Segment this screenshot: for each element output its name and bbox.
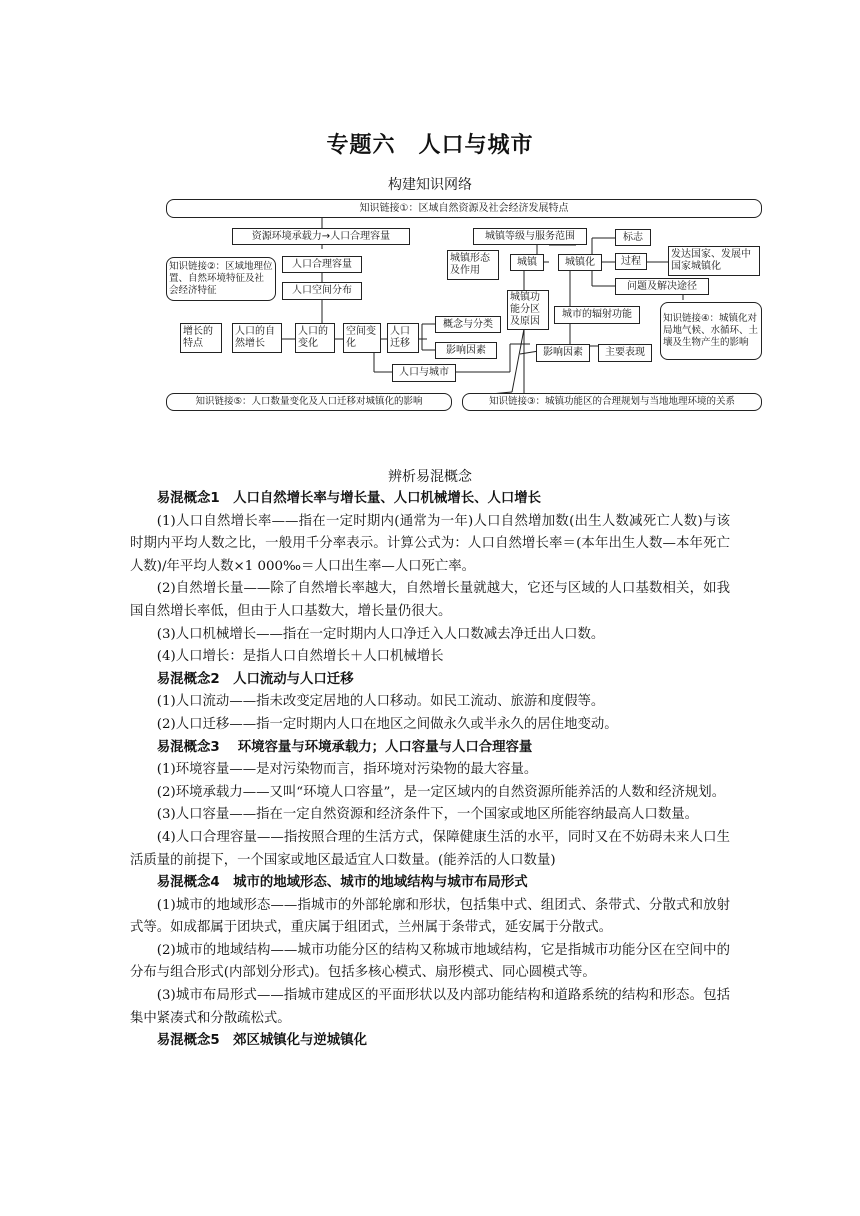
population-distribution-box: 人口空间分布 [282, 282, 362, 300]
section-heading-network: 构建知识网络 [388, 177, 472, 193]
page-title: 专题六 人口与城市 [326, 133, 534, 158]
link-4-box: 知识链接④：城镇化对局地气候、水循环、土壤及生物产生的影响 [660, 302, 762, 360]
concept-classification-box: 概念与分类 [435, 316, 501, 333]
concept-paragraph: (2)人口迁移——指一定时期内人口在地区之间做永久或半永久的居住地变动。 [156, 716, 618, 732]
concept-paragraph: (3)人口容量——指在一定自然资源和经济条件下，一个国家或地区所能容纳最高人口数量。 [156, 807, 698, 823]
concept-paragraph: (3)城市布局形式——指城市建成区的平面形状以及内部功能结构和道路系统的结构和形态。包括集中紧凑式和分散疏松式。 [130, 988, 730, 1026]
town-level-box: 城镇等级与服务范围 [473, 228, 587, 245]
concept-heading: 易混概念1 人口自然增长率与增长量、人口机械增长、人口增长 [156, 491, 542, 506]
reasonable-capacity-box: 人口合理容量 [282, 256, 362, 273]
town-form-box: 城镇形态及作用 [447, 250, 499, 280]
concept-paragraph: (3)人口机械增长——指在一定时期内人口净迁入人口数减去净迁出人口数。 [156, 626, 605, 642]
carrying-capacity-box: 资源环境承载力→人口合理容量 [232, 228, 410, 245]
spatial-change-box: 空间变化 [343, 323, 381, 353]
sign-box: 标志 [615, 229, 651, 246]
town-box: 城镇 [510, 254, 544, 271]
problem-solution-box: 问题及解决途径 [615, 278, 709, 295]
concept-paragraph: (4)人口合理容量——指按照合理的生活方式，保障健康生活的水平，同时又在不妨碍未来人口生活质量的前提下，一个国家或地区最适宜人口数量。(能养活的人口数量) [130, 829, 730, 868]
developed-countries-box: 发达国家、发展中国家城镇化 [668, 246, 760, 276]
concept-paragraph: (2)城市的地域结构——城市功能分区的结构又称城市地域结构，它是指城市功能分区在空间中的分布与组合形式(内部划分形式)。包括多核心模式、扇形模式、同心圆模式等。 [130, 942, 730, 981]
migration-box: 人口迁移 [387, 323, 419, 353]
population-change-box: 人口的变化 [295, 323, 335, 353]
knowledge-network-diagram [160, 196, 770, 416]
concept-heading: 易混概念2 人口流动与人口迁移 [156, 671, 354, 687]
population-city-box: 人口与城市 [392, 364, 456, 382]
link-5-box: 知识链接⑤：人口数量变化及人口迁移对城镇化的影响 [166, 393, 452, 411]
concept-paragraph: (1)人口流动——指未改变定居地的人口移动。如民工流动、旅游和度假等。 [156, 694, 605, 710]
section-heading-concepts: 辨析易混概念 [388, 469, 472, 485]
natural-growth-box: 人口的自然增长 [232, 323, 282, 353]
link-3-box: 知识链接③：城镇功能区的合理规划与当地地理环境的关系 [462, 393, 762, 411]
process-box: 过程 [615, 253, 647, 270]
function-zone-box: 城镇功能分区及原因 [507, 290, 549, 330]
concept-paragraph: (1)人口自然增长率——指在一定时期内(通常为一年)人口自然增加数(出生人数减死亡人数)与该时期内平均人数之比，一般用千分率表示。计算公式为：人口自然增长率＝(本年出生人数—本年死亡人数)/年平均人数×1 000‰＝人口出生率—人口死亡率。 [130, 513, 730, 574]
concept-body [130, 488, 730, 1053]
link-2-box: 知识链接②：区域地理位置、自然环境特征及社会经济特征 [166, 257, 276, 301]
migration-factors-box: 影响因素 [435, 342, 497, 359]
main-performance-box: 主要表现 [598, 344, 652, 362]
radiation-factors-box: 影响因素 [536, 344, 590, 362]
concept-paragraph: (1)城市的地域形态——指城市的外部轮廓和形状，包括集中式、组团式、条带式、分散式和放射式等。如成都属于团块式，重庆属于组团式，兰州属于条带式，延安属于分散式。 [130, 897, 730, 936]
growth-feature-box: 增长的特点 [180, 323, 222, 353]
concept-paragraph: (4)人口增长：是指人口自然增长＋人口机械增长 [156, 649, 444, 665]
concept-paragraph: (1)环境容量——是对污染物而言，指环境对污染物的最大容量。 [156, 762, 538, 778]
concept-paragraph: (2)自然增长量——除了自然增长率越大，自然增长量就越大，它还与区域的人口基数相关，如我国自然增长率低，但由于人口基数大，增长量仍很大。 [130, 581, 730, 619]
link-1-box: 知识链接①：区域自然资源及社会经济发展特点 [166, 199, 762, 218]
concept-paragraph: (2)环境承载力——又叫“环境人口容量”，是一定区域内的自然资源所能养活的人数和经济规划。 [156, 784, 726, 800]
concept-heading: 易混概念5 郊区城镇化与逆城镇化 [156, 1033, 367, 1049]
radiation-function-box: 城市的辐射功能 [554, 306, 640, 324]
urbanization-box: 城镇化 [558, 254, 602, 271]
concept-heading: 易混概念4 城市的地域形态、城市的地域结构与城市布局形式 [156, 875, 528, 891]
concept-heading: 易混概念3 环境容量与环境承载力；人口容量与人口合理容量 [156, 739, 533, 755]
